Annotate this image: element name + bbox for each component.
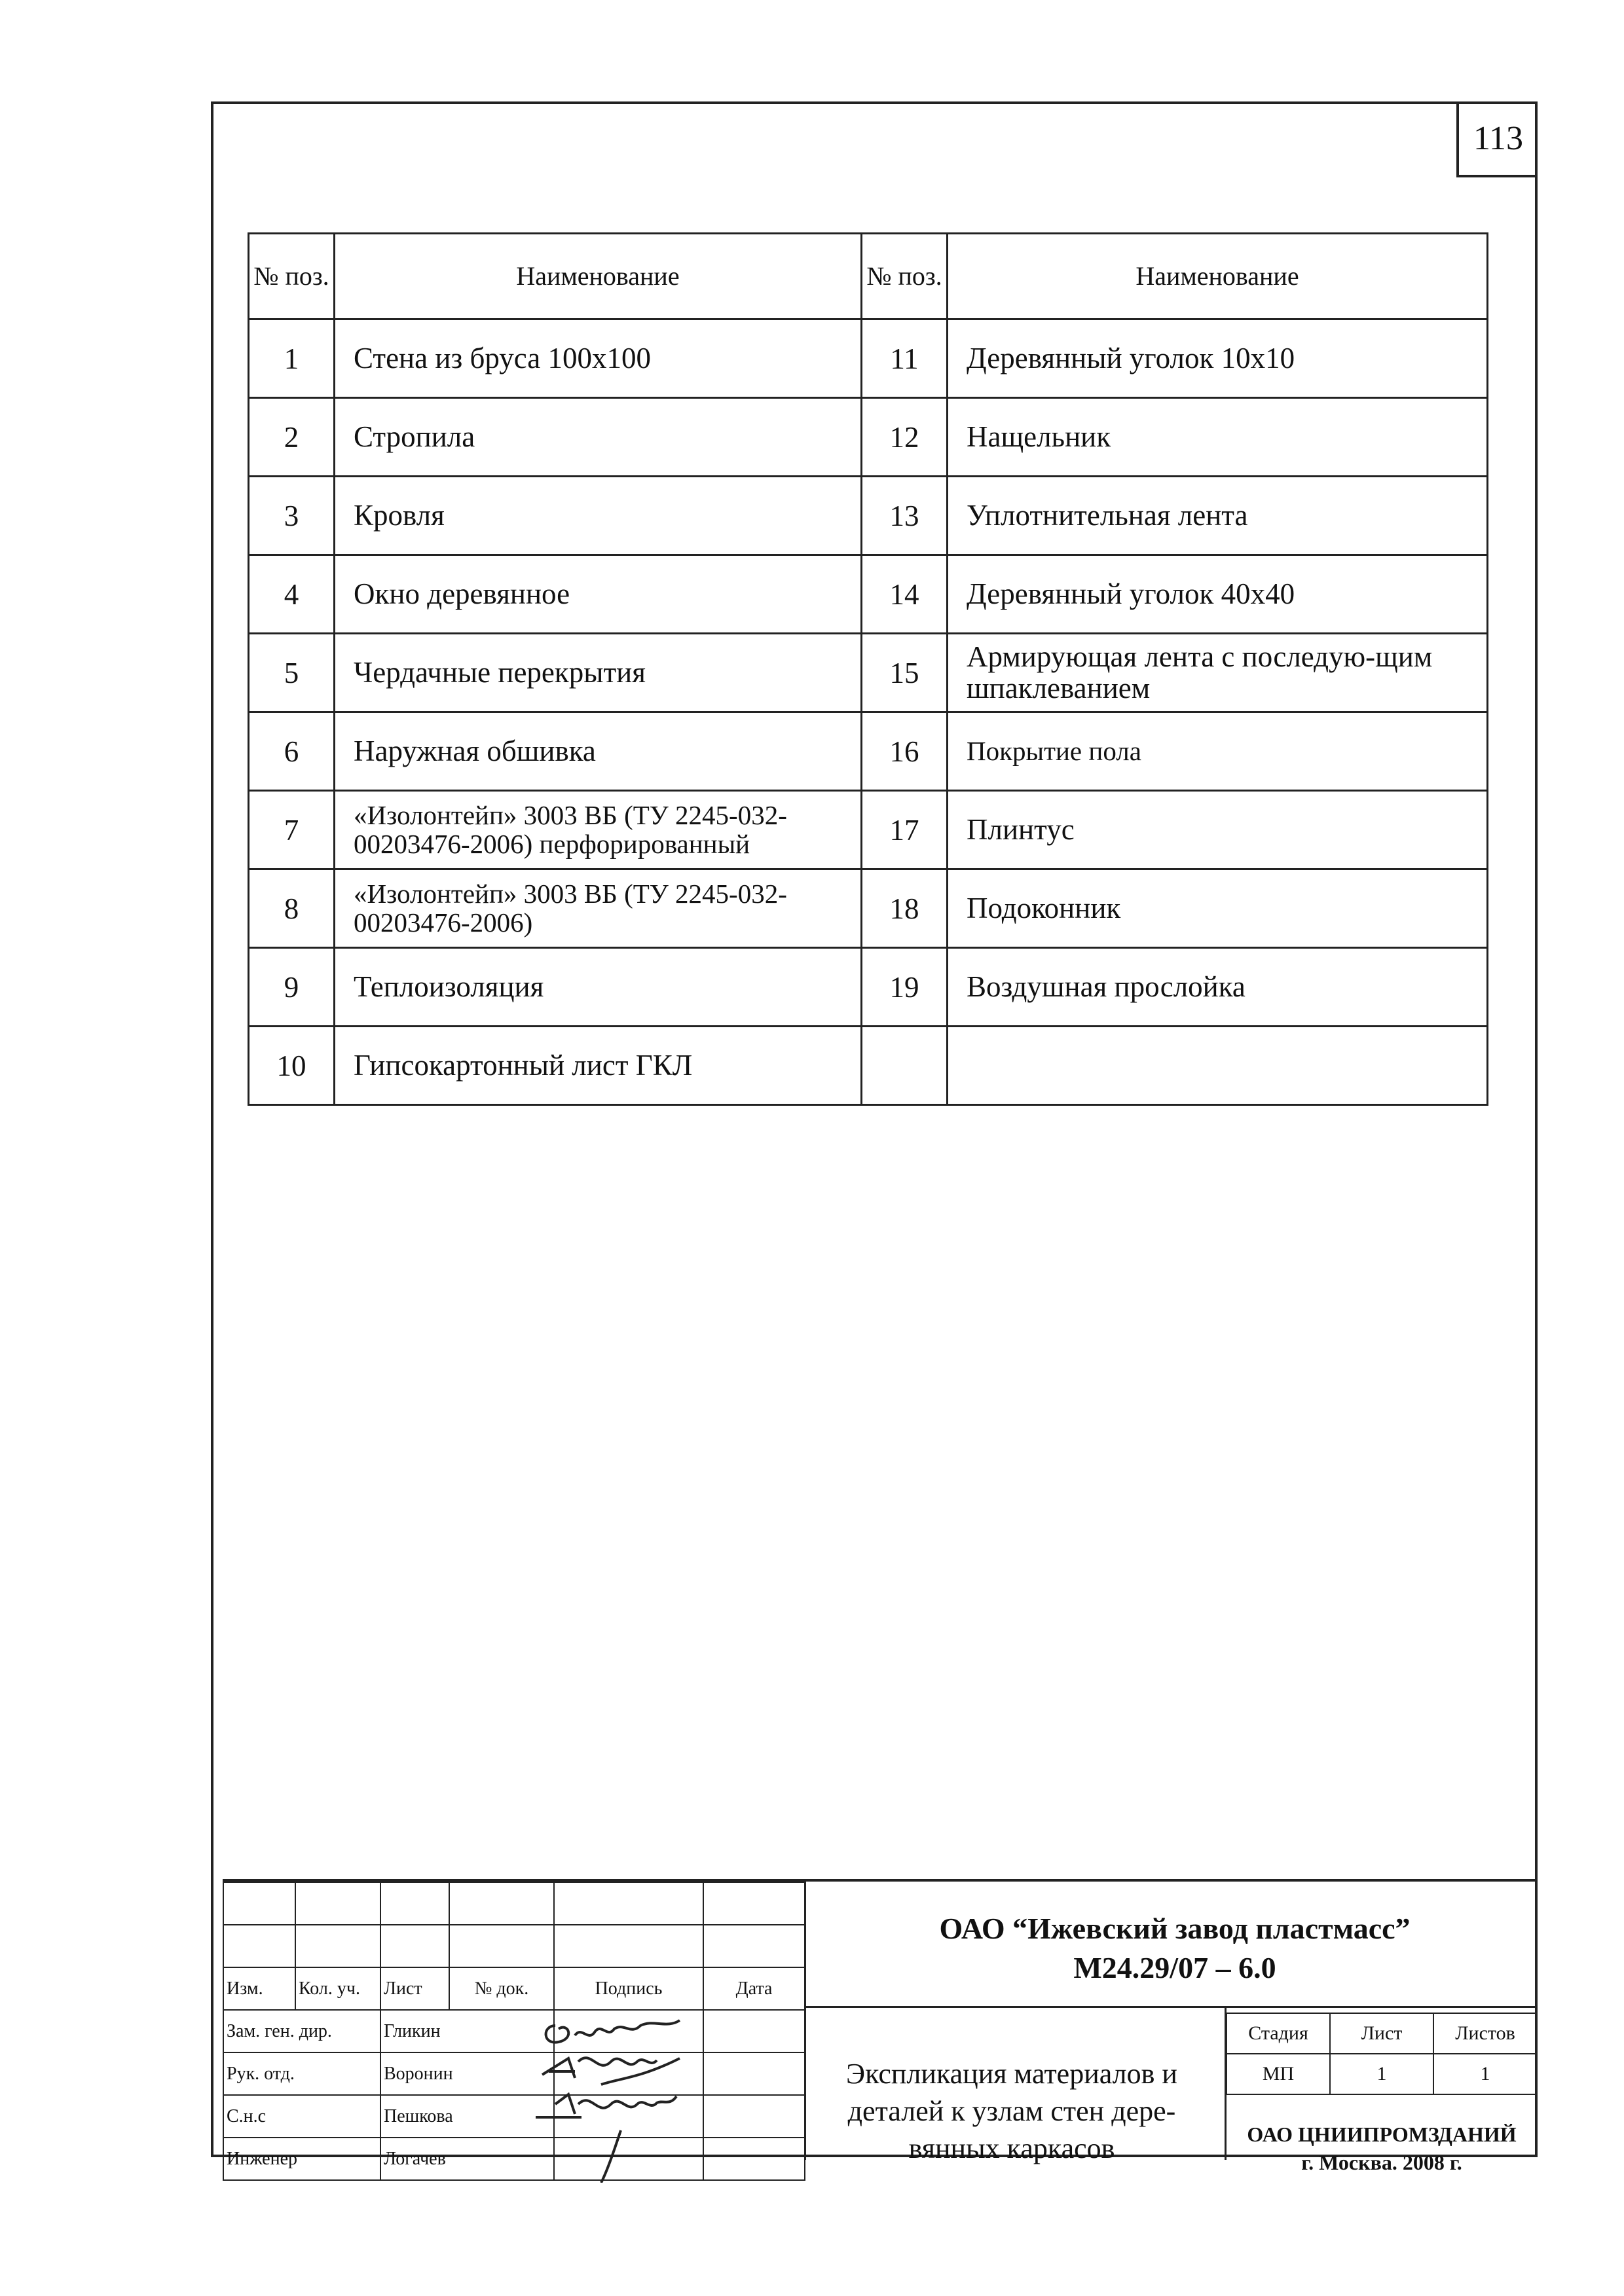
revision-header-row — [223, 1967, 805, 2010]
item-name: Кровля — [335, 477, 862, 555]
person-name: Логачев — [380, 2138, 554, 2180]
item-name: Стропила — [335, 398, 862, 477]
pos-number: 12 — [862, 398, 948, 477]
pos-number: 11 — [862, 319, 948, 398]
item-name: Теплоизоляция — [335, 948, 862, 1027]
pos-number: 5 — [249, 634, 335, 712]
col-date: Дата — [703, 1967, 805, 2010]
table-row — [249, 555, 1488, 634]
item-name: «Изолонтейп» 3003 ВБ (ТУ 2245-032-00203476-2006) — [335, 869, 862, 948]
item-name: Деревянный уголок 40х40 — [948, 555, 1488, 634]
stage-label: Стадия — [1227, 2013, 1330, 2054]
pos-number: 3 — [249, 477, 335, 555]
item-name: Чердачные перекрытия — [335, 634, 862, 712]
pos-number: 10 — [249, 1027, 335, 1105]
item-name: Армирующая лента с последую-щим шпаклеванием — [948, 634, 1488, 712]
col-sign: Подпись — [554, 1967, 703, 2010]
pos-number: 9 — [249, 948, 335, 1027]
pos-number: 8 — [249, 869, 335, 948]
item-name: Воздушная прослойка — [948, 948, 1488, 1027]
signature-row — [223, 2052, 805, 2095]
pos-number: 18 — [862, 869, 948, 948]
header-num-1: № поз. — [249, 234, 335, 319]
item-name: Подоконник — [948, 869, 1488, 948]
pos-number: 4 — [249, 555, 335, 634]
org-city: г. Москва. 2008 г. — [1301, 2151, 1462, 2175]
org-title-block — [812, 1909, 1538, 1988]
item-name: Покрытие пола — [948, 712, 1488, 791]
table-row — [249, 398, 1488, 477]
item-name: Уплотнительная лента — [948, 477, 1488, 555]
stage-table — [1226, 2013, 1538, 2095]
role: С.н.с — [223, 2095, 380, 2138]
header-num-2: № поз. — [862, 234, 948, 319]
item-name: Деревянный уголок 10х10 — [948, 319, 1488, 398]
page-number: 113 — [1456, 101, 1538, 177]
table-row — [249, 319, 1488, 398]
doc-title: Экспликация материалов и деталей к узлам стен дере-вянных каркасов — [846, 2058, 1177, 2165]
pos-number: 15 — [862, 634, 948, 712]
item-name: Окно деревянное — [335, 555, 862, 634]
pos-number: 13 — [862, 477, 948, 555]
specification-table — [248, 232, 1488, 1106]
sheets-label: Листов — [1433, 2013, 1537, 2054]
item-name: «Изолонтейп» 3003 ВБ (ТУ 2245-032-00203476-2006) перфорированный — [335, 791, 862, 869]
item-name: Наружная обшивка — [335, 712, 862, 791]
col-izm: Изм. — [223, 1967, 295, 2010]
pos-number: 6 — [249, 712, 335, 791]
person-name: Гликин — [380, 2010, 554, 2052]
item-name — [948, 1027, 1488, 1105]
pos-number: 1 — [249, 319, 335, 398]
sheets-value: 1 — [1433, 2054, 1537, 2094]
org-block — [1226, 2121, 1538, 2177]
item-name: Нащельник — [948, 398, 1488, 477]
pos-number: 14 — [862, 555, 948, 634]
pos-number: 7 — [249, 791, 335, 869]
role: Инженер — [223, 2138, 380, 2180]
pos-number: 17 — [862, 791, 948, 869]
sheet-label: Лист — [1330, 2013, 1433, 2054]
item-name: Гипсокартонный лист ГКЛ — [335, 1027, 862, 1105]
table-row — [249, 869, 1488, 948]
item-name: Плинтус — [948, 791, 1488, 869]
stage-value: МП — [1227, 2054, 1330, 2094]
doc-code: М24.29/07 – 6.0 — [1073, 1950, 1276, 1984]
signature-row — [223, 2010, 805, 2052]
table-row — [249, 477, 1488, 555]
pos-number: 2 — [249, 398, 335, 477]
table-row — [249, 712, 1488, 791]
signature-row — [223, 2095, 805, 2138]
table-header-row — [249, 234, 1488, 319]
col-doc: № док. — [449, 1967, 554, 2010]
table-row — [249, 1027, 1488, 1105]
signature-row — [223, 2138, 805, 2180]
col-list: Лист — [380, 1967, 449, 2010]
pos-number — [862, 1027, 948, 1105]
pos-number: 16 — [862, 712, 948, 791]
item-name: Стена из бруса 100х100 — [335, 319, 862, 398]
table-row — [249, 948, 1488, 1027]
sheet-value: 1 — [1330, 2054, 1433, 2094]
person-name: Воронин — [380, 2052, 554, 2095]
col-kol: Кол. уч. — [295, 1967, 380, 2010]
revision-grid — [223, 1882, 805, 2181]
pos-number: 19 — [862, 948, 948, 1027]
handwritten-signatures — [529, 2013, 712, 2183]
title-block — [223, 1879, 1538, 2175]
table-row — [249, 791, 1488, 869]
person-name: Пешкова — [380, 2095, 554, 2138]
role: Рук. отд. — [223, 2052, 380, 2095]
role: Зам. ген. дир. — [223, 2010, 380, 2052]
header-name-2: Наименование — [948, 234, 1488, 319]
header-name-1: Наименование — [335, 234, 862, 319]
org-name: ОАО ЦНИИПРОМЗДАНИЙ — [1247, 2123, 1517, 2146]
table-row — [249, 634, 1488, 712]
org-title: ОАО “Ижевский завод пластмасс” — [939, 1912, 1411, 1945]
